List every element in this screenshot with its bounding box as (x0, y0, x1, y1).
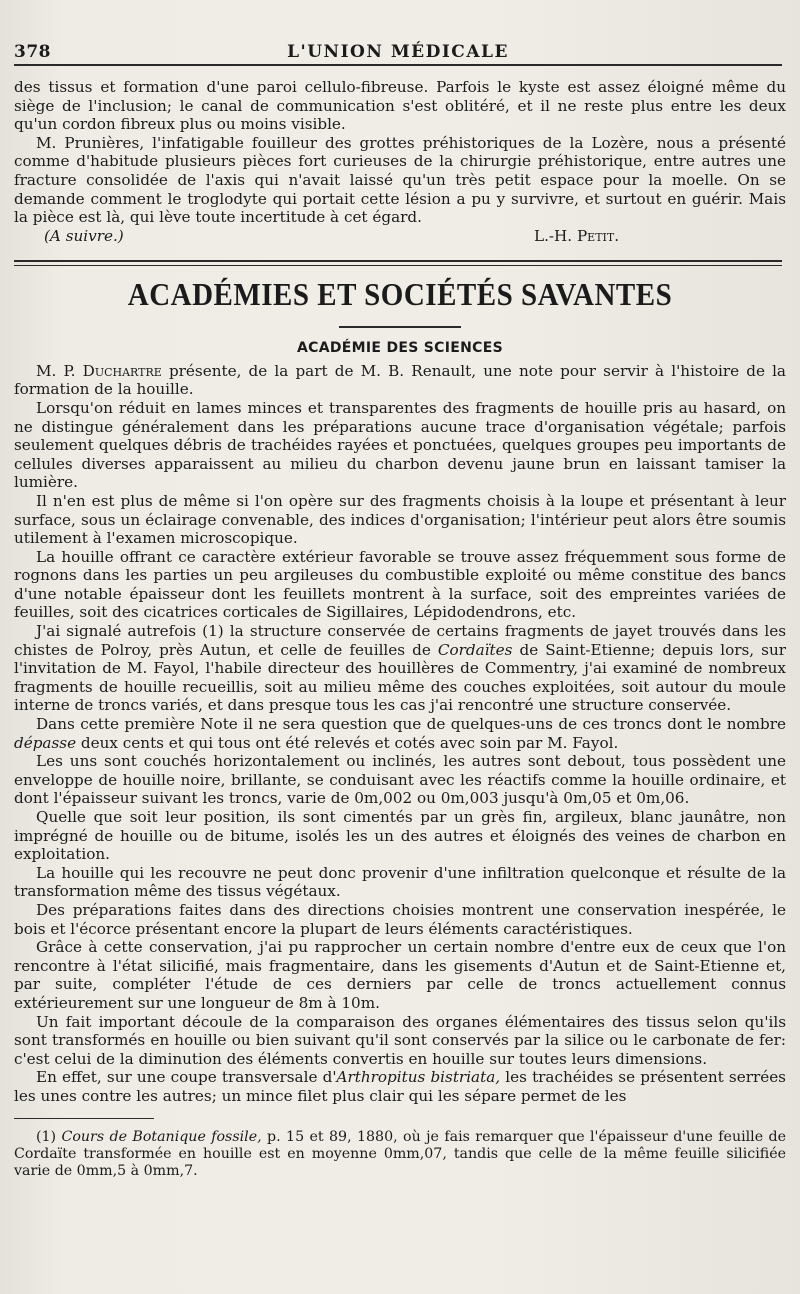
footnote-text: (1) Cours de Botanique fossile, p. 15 et 89, 1880, où je fais remarquer que l'épaisseur d'une feuille de Cordaïte transformée en houille est en moyenne 0mm,07, tandis que celle de la même feuille silicifiée varie de 0mm,5 à 0mm,7. (14, 1128, 786, 1179)
section-divider (14, 260, 782, 266)
paragraph: Il n'en est plus de même si l'on opère sur des fragments choisis à la loupe et présentant à leur surface, sous un éclairage convenable, des indices d'organisation; l'intérieur peut alors être soumis utilement à l'examen microscopique. (14, 491, 786, 548)
signature-line (14, 227, 786, 246)
paragraph: Quelle que soit leur position, ils sont cimentés par un grès fin, argileux, blanc jaunâtre, non imprégné de houille ou de bitume, isolés les un des autres et éloignés des veines de charbon en exploitation. (14, 808, 786, 864)
paragraph: Les uns sont couchés horizontalement ou inclinés, les autres sont debout, tous possèdent une enveloppe de houille noire, brillante, se conduisant avec les réactifs comme la houille ordinaire, et dont l'épaisseur suivant les troncs, varie de 0m,002 ou 0m,003 jusqu'à 0m,05 et 0m,06. (14, 752, 786, 808)
paragraph: J'ai signalé autrefois (1) la structure conservée de certains fragments de jayet trouvés dans les chistes de Polroy, près Autun, et celle de feuilles de Cordaïtes de Saint-Etienne; depuis lors, sur l'invitation de M. Fayol, l'habile directeur des houillères de Commentry, j'ai examiné de nombreux fragments de houille recueillis, soit au milieu même des couches exploitées, soit autour du moule interne de troncs variés, et dans presque tous les cas j'ai rencontré une structure conservée. (14, 622, 786, 715)
paragraph: M. Prunières, l'infatigable fouilleur des grottes préhistoriques de la Lozère, nous a présenté comme d'habitude plusieurs pièces fort curieuses de la chirurgie préhistorique, entre autres une fracture consolidée de l'axis qui n'avait laissé qu'un très petit espace pour la moelle. On se demande comment le troglodyte qui portait cette lésion a pu y survivre, et surtout en guérir. Mais la pièce est là, qui lève toute incertitude à cet égard. (14, 133, 786, 227)
paragraph: des tissus et formation d'une paroi cellulo-fibreuse. Parfois le kyste est assez éloigné même du siège de l'inclusion; le canal de communication s'est oblitéré, et il ne reste plus entre les deux qu'un cordon fibreux plus ou moins visible. (14, 78, 786, 134)
paragraph: En effet, sur une coupe transversale d'Arthropitus bistriata, les trachéides se présentent serrées les unes contre les autres; un mince filet plus clair qui les sépare permet de les (14, 1068, 786, 1105)
journal-title: L'UNION MÉDICALE (287, 42, 509, 62)
footnote (14, 1129, 786, 1180)
running-head (14, 38, 782, 66)
previous-article (14, 78, 786, 246)
paragraph: Dans cette première Note il ne sera question que de quelques-uns de ces troncs dont le nombre dépasse deux cents et qui tous ont été relevés et cotés avec soin par M. Fayol. (14, 715, 786, 752)
paragraph: Lorsqu'on réduit en lames minces et transparentes des fragments de houille pris au hasard, on ne distingue généralement dans les préparations aucune trace d'organisation végétale; parfois seulement quelques débris de trachéides rayées et ponctuées, quelques groupes peu importants de cellules diverses apparaissent au milieu du charbon devenu jaune brun en laissant tamiser la lumière. (14, 398, 786, 492)
page-number: 378 (14, 42, 51, 62)
subsection-title: ACADÉMIE DES SCIENCES (297, 339, 503, 356)
paragraph: M. P. Duchartre présente, de la part de M. B. Renault, une note pour servir à l'histoire de la formation de la houille. (14, 361, 786, 399)
paragraph: Des préparations faites dans des directions choisies montrent une conservation inespérée, le bois et l'écorce présentant encore la plupart de leurs éléments caractéristiques. (14, 900, 786, 938)
article-body (14, 362, 786, 1106)
paragraph: La houille offrant ce caractère extérieur favorable se trouve assez fréquemment sous forme de rognons dans les parties un peu argileuses du combustible exploité ou même constitue des bancs d'une notable épaisseur dont les feuillets montrent à la surface, soit des empreintes variées de feuilles, soit des cicatrices corticales de Sigillaires, Lépidodendrons, etc. (14, 547, 786, 622)
author-signature: L.-H. Petit. (534, 226, 620, 245)
title-rule (339, 326, 461, 328)
presenter-name: Duchartre (82, 361, 162, 380)
to-be-continued: (A suivre.) (44, 226, 124, 245)
paragraph: La houille qui les recouvre ne peut donc provenir d'une infiltration quelconque et résulte de la transformation même des tissus végétaux. (14, 863, 786, 901)
section-title: ACADÉMIES ET SOCIÉTÉS SAVANTES (127, 277, 673, 313)
paragraph: Grâce à cette conservation, j'ai pu rapprocher un certain nombre d'entre eux de ceux que l'on rencontre à l'état silicifié, mais fragmentaire, dans les gisements d'Autun et de Saint-Etienne et, par suite, compléter l'étude de ces derniers par celle de troncs actuellement connus extérieurement sur une longueur de 8m à 10m. (14, 938, 786, 1012)
footnote-rule (14, 1118, 154, 1119)
paragraph: Un fait important découle de la comparaison des organes élémentaires des tissus selon qu'ils sont transformés en houille ou bien suivant qu'il sont conservés par la silice ou le carbonate de fer: c'est celui de la diminution des éléments convertis en houille sur toutes leurs dimensions. (14, 1012, 786, 1068)
